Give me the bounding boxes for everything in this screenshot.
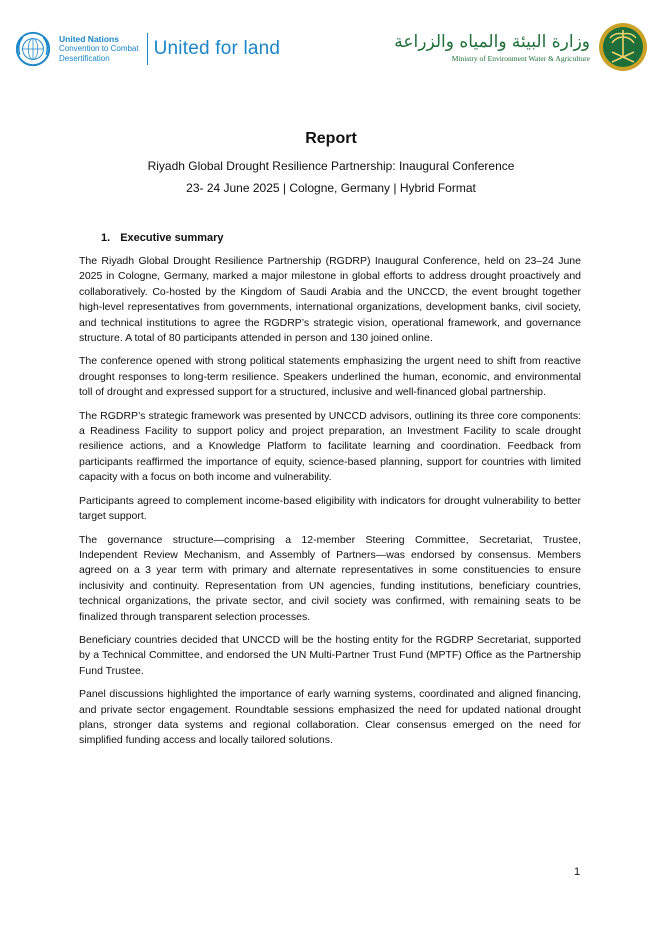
- mewa-logo: [394, 22, 648, 72]
- mewa-emblem-icon: [598, 22, 648, 72]
- unccd-name-line2: Convention to Combat: [59, 44, 139, 53]
- unccd-logo: [14, 30, 280, 68]
- un-emblem-icon: [14, 30, 52, 68]
- unccd-tagline: United for land: [153, 38, 281, 59]
- unccd-name-line3: Desertification: [59, 54, 110, 63]
- page-number: 1: [574, 866, 581, 878]
- summary-paragraph: The conference opened with strong political statements emphasizing the urgent need to shift from reactive drought responses to long-term resilience. Speakers underlined the human, economic, and environmental toll of drought and expressed support for a structured, inclusive and well-financed global partnership.: [79, 355, 581, 399]
- page-subtitle: Riyadh Global Drought Resilience Partnership: Inaugural Conference: [147, 159, 515, 173]
- mewa-english-name: Ministry of Environment Water & Agriculture: [451, 53, 590, 63]
- event-dateline: 23- 24 June 2025 | Cologne, Germany | Hybrid Format: [186, 181, 476, 195]
- section-number: 1.: [101, 232, 111, 244]
- summary-paragraph: Beneficiary countries decided that UNCCD will be the hosting entity for the RGDRP Secretariat, supported by a Technical Committee, and endorsed the UN Multi-Partner Trust Fund (MPTF) Office as the Partnership Fund Trustee.: [79, 633, 581, 677]
- page-title: Report: [305, 130, 357, 147]
- summary-paragraph: The RGDRP’s strategic framework was presented by UNCCD advisors, outlining its three core components: a Readiness Facility to support policy and project preparation, an Investment Facility to scale drought resilience actions, and a Knowledge Platform to facilitate learning and coordination. Feedback from participants reaffirmed the importance of equity, science-based planning, support for countries with limited capacity with a focus on both income and vulnerability.: [79, 409, 581, 484]
- unccd-org-name: United Nations: [59, 34, 119, 44]
- summary-paragraph: The Riyadh Global Drought Resilience Partnership (RGDRP) Inaugural Conference, held on 23–24 June 2025 in Cologne, Germany, marked a major milestone in global efforts to address drought proactively and collaboratively. Co-hosted by the Kingdom of Saudi Arabia and the UNCCD, the event brought together high-level representatives from governments, international organizations, development banks, civil society, and technical institutions to agree the RGDRP’s strategic vision, operational framework, and governance structure. A total of 80 participants attended in person and 130 joined online.: [79, 255, 581, 345]
- summary-paragraph: Panel discussions highlighted the importance of early warning systems, coordinated and aligned financing, and private sector engagement. Roundtable sessions emphasized the need for updated national drought plans, stronger data systems and regional collaboration. Clear consensus emerged on the need for simplified funding access and locally tailored solutions.: [79, 688, 581, 747]
- summary-paragraph: Participants agreed to complement income-based eligibility with indicators for drought vulnerability to better target support.: [79, 494, 581, 523]
- mewa-arabic-name: وزارة البيئة والمياه والزراعة: [394, 31, 590, 52]
- page-header: [14, 22, 648, 82]
- section-heading: [101, 232, 581, 244]
- section-title: Executive summary: [120, 232, 224, 244]
- executive-summary-section: [79, 232, 581, 757]
- title-block: [0, 130, 662, 195]
- summary-paragraph: The governance structure—comprising a 12-member Steering Committee, Secretariat, Trustee, Independent Review Mechanism, and Assembly of Partners—was endorsed by consensus. Members agreed on a 3 year term with primary and alternate representatives in some constituencies to ensure inclusivity and continuity. Representation from UN agencies, funding institutions, beneficiary countries, technical organizations, the private sector, and civil society was confirmed, with remaining seats to be finalized through transparent selection processes.: [79, 533, 581, 623]
- logo-divider: [147, 33, 148, 65]
